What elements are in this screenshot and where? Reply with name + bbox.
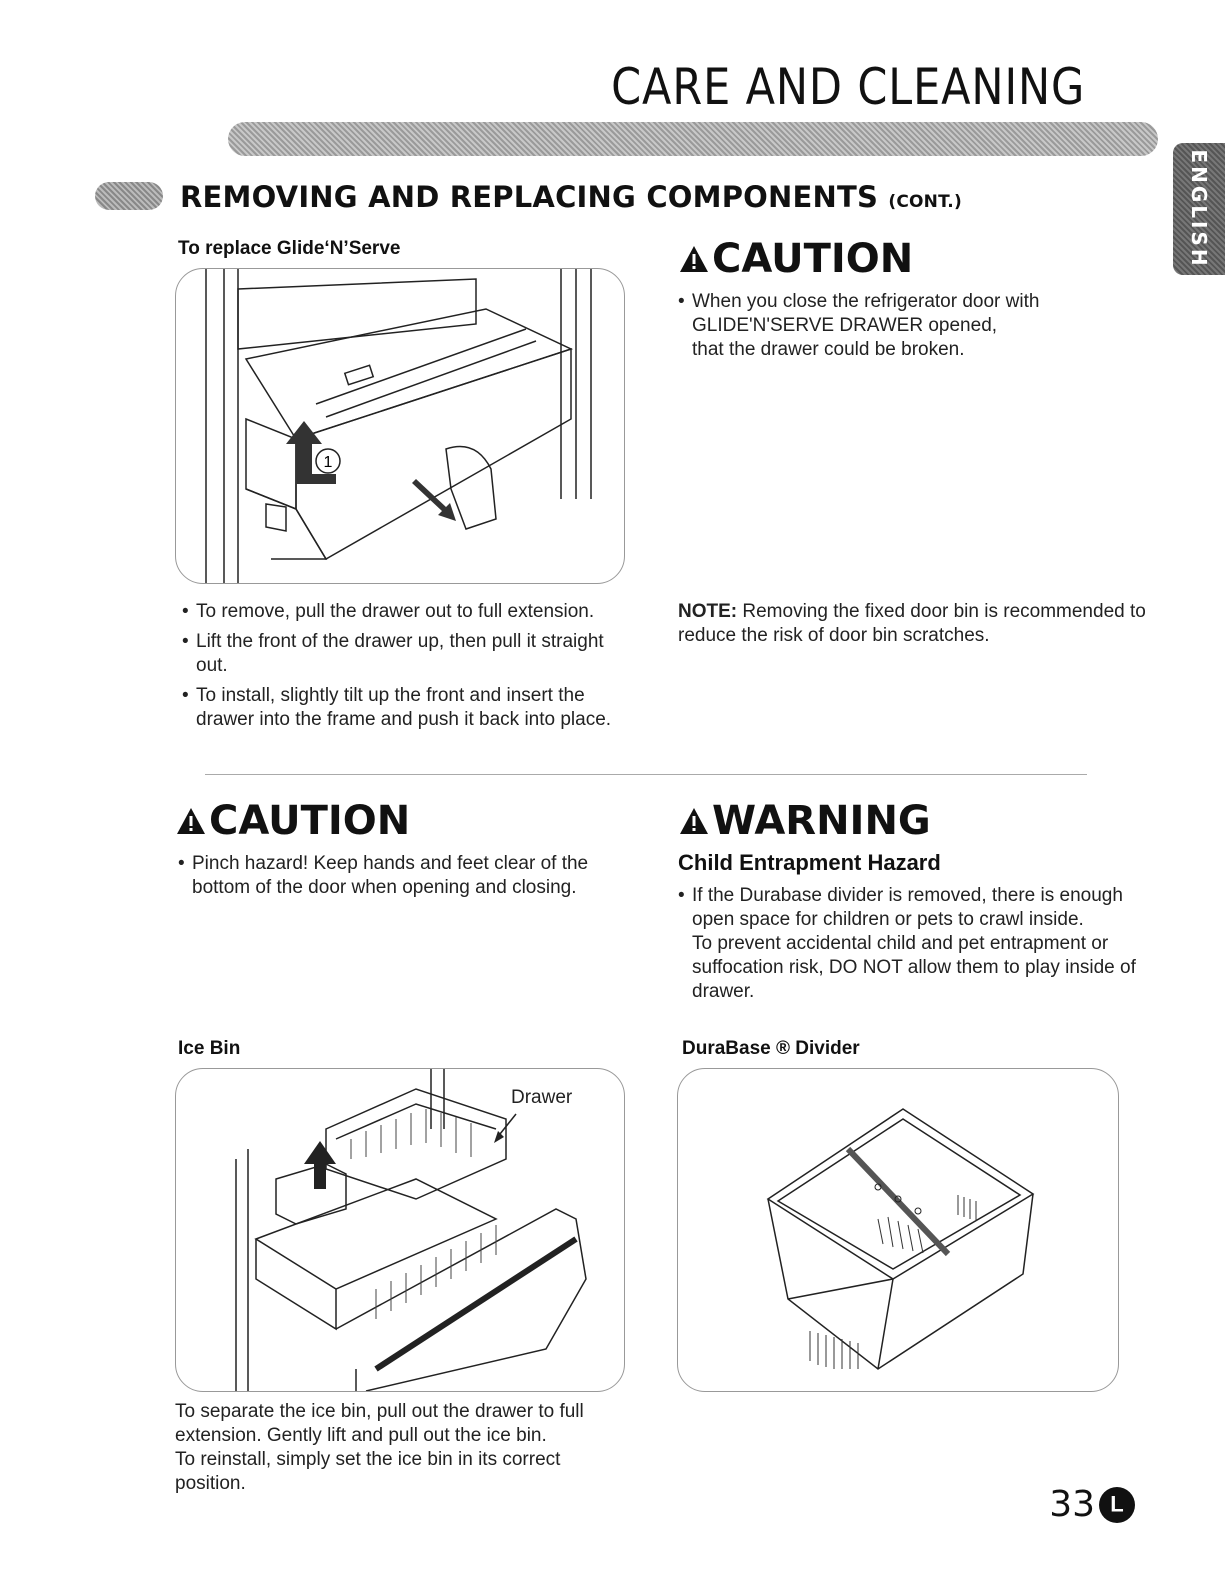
glide-heading: To replace Glide‘N’Serve (178, 238, 401, 259)
page-number (1049, 1484, 1135, 1525)
caution-top-title-text: CAUTION (712, 236, 914, 282)
caution-top-line-2: GLIDE'N'SERVE DRAWER opened, (692, 315, 998, 336)
warning-triangle-icon (678, 806, 710, 836)
durabase-heading: DuraBase ® Divider (682, 1038, 860, 1059)
durabase-figure (677, 1068, 1119, 1392)
ice-bin-figure (175, 1068, 625, 1392)
section-divider (205, 774, 1087, 775)
warning-title (678, 798, 931, 844)
warning-title-text: WARNING (712, 798, 931, 844)
warning-line-2: To prevent accidental child and pet entrapment or suffocation risk, DO NOT allow them to play inside of drawer. (692, 933, 1136, 1002)
lg-logo-icon (1099, 1487, 1135, 1523)
durabase-divider-illustration (678, 1069, 1118, 1391)
warning-body: • If the Durabase divider is removed, there is enough open space for children or pets to crawl inside. To prevent accidental child and pet entrapment or suffocation risk, DO NOT allow them to play inside of drawer. (678, 884, 1148, 1004)
warning-line-1: If the Durabase divider is removed, there is enough open space for children or pets to crawl inside. (692, 885, 1123, 930)
header-decorative-bar (228, 122, 1158, 156)
note-text: Removing the fixed door bin is recommended to reduce the risk of door bin scratches. (678, 601, 1146, 646)
ice-bin-text (175, 1400, 625, 1496)
ice-bin-text-2: To reinstall, simply set the ice bin in its correct position. (175, 1449, 561, 1494)
caution-bottom-body: • Pinch hazard! Keep hands and feet clear of the bottom of the door when opening and closing. (178, 853, 589, 898)
caution-bottom-bullet: Pinch hazard! Keep hands and feet clear of the bottom of the door when opening and closing. (192, 853, 589, 898)
warning-triangle-icon (175, 806, 207, 836)
ice-bin-text-1: To separate the ice bin, pull out the drawer to full extension. Gently lift and pull out the ice bin. (175, 1401, 584, 1446)
note-block (678, 600, 1158, 648)
glide-drawer-illustration (176, 269, 624, 583)
section-bullet-pill (95, 182, 163, 210)
warning-subtitle: Child Entrapment Hazard (678, 850, 941, 875)
language-tab (1173, 143, 1225, 275)
note-label: NOTE: (678, 601, 738, 622)
ice-bin-illustration (176, 1069, 624, 1391)
caution-top-body: • When you close the refrigerator door with GLIDE'N'SERVE DRAWER opened, that the drawer could be broken. (678, 290, 1118, 362)
section-title-suffix: (CONT.) (888, 192, 962, 212)
glide-bullet-1: • To remove, pull the drawer out to full extension. (178, 600, 628, 624)
caution-bottom-title (175, 798, 410, 844)
glide-bullet-3: • To install, slightly tilt up the front and insert the drawer into the frame and push it back into place. (178, 684, 628, 732)
drawer-callout-label: Drawer (511, 1087, 573, 1108)
section-title-text: REMOVING AND REPLACING COMPONENTS (180, 180, 879, 214)
figure-step-label: 1 (323, 454, 333, 471)
caution-top-title (678, 236, 913, 282)
language-tab-label: ENGLISH (1187, 149, 1211, 269)
ice-bin-heading: Ice Bin (178, 1038, 241, 1059)
glide-instructions (178, 600, 628, 738)
section-title (180, 180, 962, 214)
caution-top-line-3: that the drawer could be broken. (692, 339, 965, 360)
caution-bottom-title-text: CAUTION (209, 798, 411, 844)
page-header-title: CARE AND CLEANING (610, 58, 1085, 116)
warning-triangle-icon (678, 244, 710, 274)
page-number-text: 33 (1049, 1484, 1095, 1525)
caution-top-line-1: When you close the refrigerator door with (692, 291, 1040, 312)
glide-drawer-figure (175, 268, 625, 584)
glide-bullet-2: • Lift the front of the drawer up, then pull it straight out. (178, 630, 628, 678)
